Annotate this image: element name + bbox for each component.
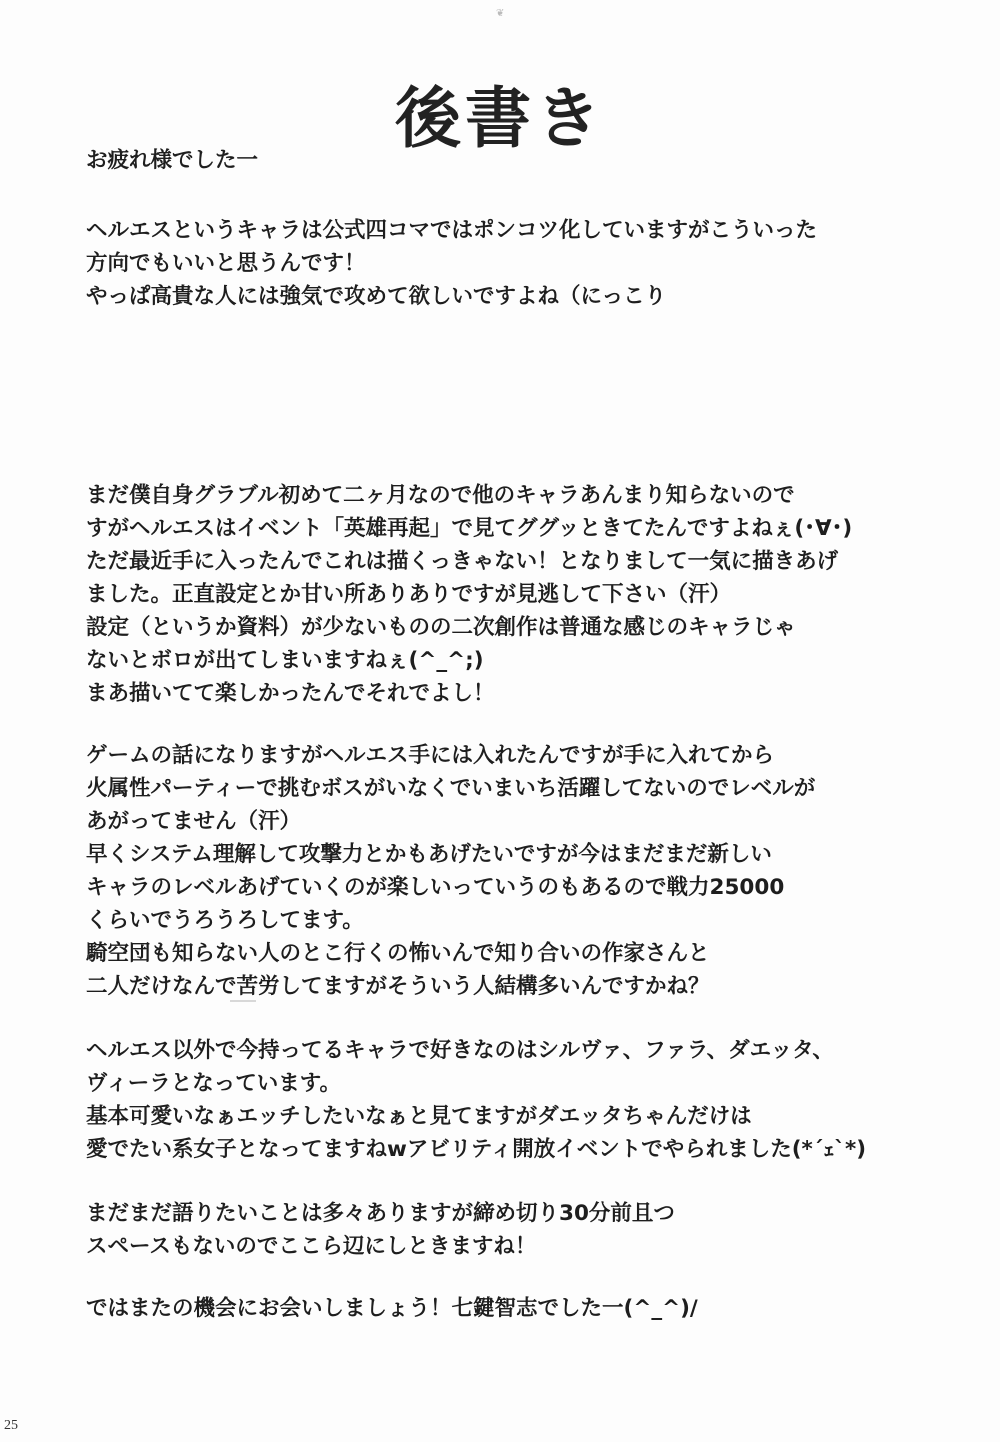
body-line: キャラのレベルあげていくのが楽しいっていうのもあるので戦力25000 [86,875,785,900]
page-title: 後書き [395,80,605,157]
body-line: ました。正直設定とか甘い所ありありですが見逃して下さい（汗） [86,582,732,607]
body-line: 愛でたい系女子となってますねwアビリティ開放イベントでやられました(*´ｪ`*) [86,1137,867,1162]
body-line: ではまたの機会にお会いしましょう！七鍵智志でした一(^_^)/ [86,1296,698,1321]
body-line: スペースもないのでここら辺にしときますね！ [86,1234,537,1259]
paper-smudge [230,1000,256,1002]
body-line: 早くシステム理解して攻撃力とかもあげたいですが今はまだまだ新しい [86,842,772,867]
body-line: ヘルエスというキャラは公式四コマではポンコツ化していますがこういった [86,218,818,243]
body-line: お疲れ様でした一 [86,148,259,173]
body-line: まあ描いてて楽しかったんでそれでよし！ [86,681,495,706]
page-number: 25 [4,1418,18,1433]
body-line: ただ最近手に入ったんでこれは描くっきゃない！となりまして一気に描きあげ [86,549,839,574]
page-top-mark: ❦ [496,8,505,19]
body-line: まだまだ語りたいことは多々ありますが締め切り30分前且つ [86,1201,675,1226]
body-line: ないとボロが出てしまいますねぇ(^_^;) [86,648,484,673]
body-line: すがヘルエスはイベント「英雄再起」で見てググッときてたんですよねぇ(･∀･) [86,516,853,541]
body-line: 方向でもいいと思うんです！ [86,251,366,276]
body-line: ゲームの話になりますがヘルエス手には入れたんですが手に入れてから [86,743,775,768]
body-line: まだ僕自身グラブル初めて二ヶ月なので他のキャラあんまり知らないので [86,483,795,508]
body-line: やっぱ高貴な人には強気で攻めて欲しいですよね（にっこり [86,284,667,309]
body-line: 設定（というか資料）が少ないものの二次創作は普通な感じのキャラじゃ [86,615,796,640]
body-line: ヴィーラとなっています。 [86,1071,341,1096]
body-line: 二人だけなんで苦労してますがそういう人結構多いんですかね？ [86,974,710,999]
body-line: あがってません（汗） [86,809,302,834]
body-line: 火属性パーティーで挑むボスがいなくでいまいち活躍してないのでレベルが [86,776,816,801]
body-line: くらいでうろうろしてます。 [86,908,364,933]
body-line: ヘルエス以外で今持ってるキャラで好きなのはシルヴァ、ファラ、ダエッタ、 [86,1038,834,1063]
body-line: 騎空団も知らない人のとこ行くの怖いんで知り合いの作家さんと [86,941,710,966]
body-line: 基本可愛いなぁエッチしたいなぁと見てますがダエッタちゃんだけは [86,1104,752,1129]
